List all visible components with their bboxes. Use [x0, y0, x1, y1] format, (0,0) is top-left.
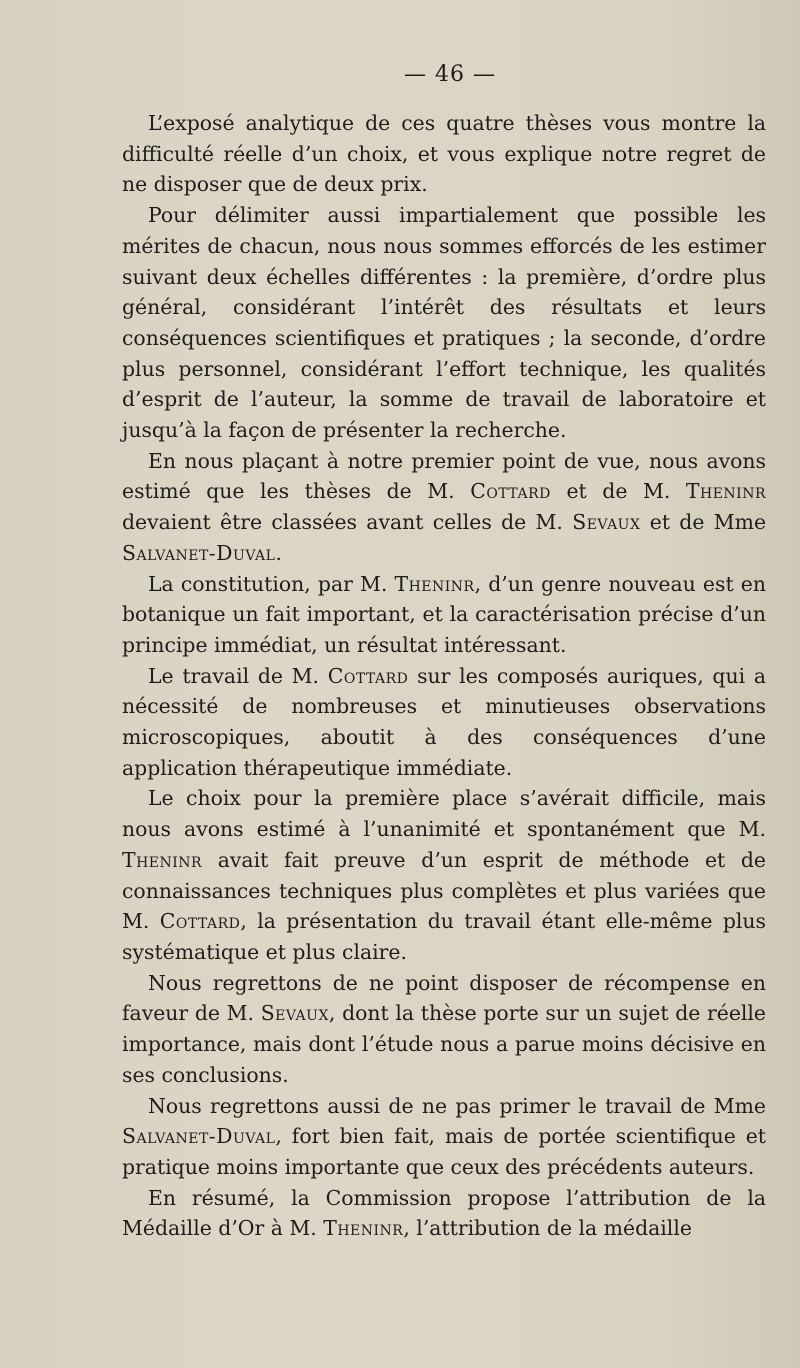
paragraph	[122, 661, 766, 784]
text-segment: Le travail de M.	[148, 663, 328, 688]
author-name: Theninr	[685, 479, 766, 504]
text-segment: , fort bien fait, mais de portée scientifique et pratique moins importante que ceux des précédents auteurs.	[122, 1124, 766, 1179]
text-segment: L’exposé analytique de ces quatre thèses vous montre la difficulté réelle d’un choix, et vous explique notre regret de ne disposer que de deux prix.	[122, 111, 766, 197]
text-segment: En nous plaçant à notre premier point de vue, nous avons estimé que les thèses de M.	[122, 448, 766, 504]
paragraph	[122, 783, 766, 967]
text-segment: , la présentation du travail étant elle-même plus systématique et plus claire.	[122, 909, 767, 964]
author-name: Theninr	[323, 1216, 404, 1241]
paragraph	[122, 1091, 766, 1183]
body-text	[122, 108, 766, 1244]
author-name: Sevaux	[260, 1001, 329, 1026]
author-name: Cottard	[159, 909, 241, 934]
text-segment: En résumé, la Commission propose l’attribution de la Médaille d’Or à M.	[122, 1185, 766, 1241]
paragraph	[122, 1183, 766, 1244]
author-name: Salvanet-Duval	[122, 1124, 276, 1149]
text-segment: La constitution, par M.	[148, 571, 395, 596]
text-segment: avait fait preuve d’un esprit de méthode et de connaissances techniques plus complètes et plus variées que M.	[122, 847, 766, 934]
text-segment: et de M.	[550, 479, 686, 504]
text-segment: devaient être classées avant celles de M.	[122, 510, 573, 535]
author-name: Salvanet-Duval	[122, 540, 276, 565]
author-name: Cottard	[327, 663, 409, 688]
text-segment: , l’attribution de la médaille	[403, 1216, 692, 1241]
text-segment: Nous regrettons de ne point disposer de récompense en faveur de M.	[122, 970, 766, 1026]
text-segment: Pour délimiter aussi impartialement que possible les mérites de chacun, nous nous sommes efforcés de les estimer suivant deux échelles différentes : la première, d’ordre plus général, considérant l’intérêt des résultats et leurs conséquences scientifiques et pratiques ; la seconde, d’ordre plus personnel, considérant l’effort technique, les qualités d’esprit de l’auteur, la somme de travail de laboratoire et jusqu’à la façon de présenter la recherche.	[122, 203, 766, 443]
paragraph	[122, 968, 766, 1091]
text-segment: Le choix pour la première place s’avérait difficile, mais nous avons estimé à l’unanimité et spontanément que M.	[122, 786, 766, 842]
text-segment: Nous regrettons aussi de ne pas primer le travail de Mme	[148, 1093, 766, 1118]
text-segment: , d’un genre nouveau est en botanique un fait important, et la caractérisation précise d’un principe immédiat, un résultat intéressant.	[122, 571, 766, 657]
text-segment: et de Mme	[640, 510, 767, 535]
author-name: Cottard	[470, 479, 551, 504]
paragraph	[122, 200, 766, 446]
text-segment: .	[275, 540, 282, 565]
author-name: Theninr	[122, 847, 203, 872]
paragraph	[122, 446, 766, 569]
text-segment: , dont la thèse porte sur un sujet de réelle importance, mais dont l’étude nous a parue moins décisive en ses conclusions.	[122, 1001, 766, 1087]
page-number: — 46 —	[404, 62, 496, 87]
author-name: Sevaux	[572, 510, 641, 535]
text-segment: sur les composés auriques, qui a nécessité de nombreuses et minutieuses observations microscopiques, aboutit à des conséquences d’une application thérapeutique immédiate.	[122, 663, 766, 780]
paragraph	[122, 569, 766, 661]
author-name: Theninr	[394, 571, 475, 596]
paragraph	[122, 108, 766, 200]
